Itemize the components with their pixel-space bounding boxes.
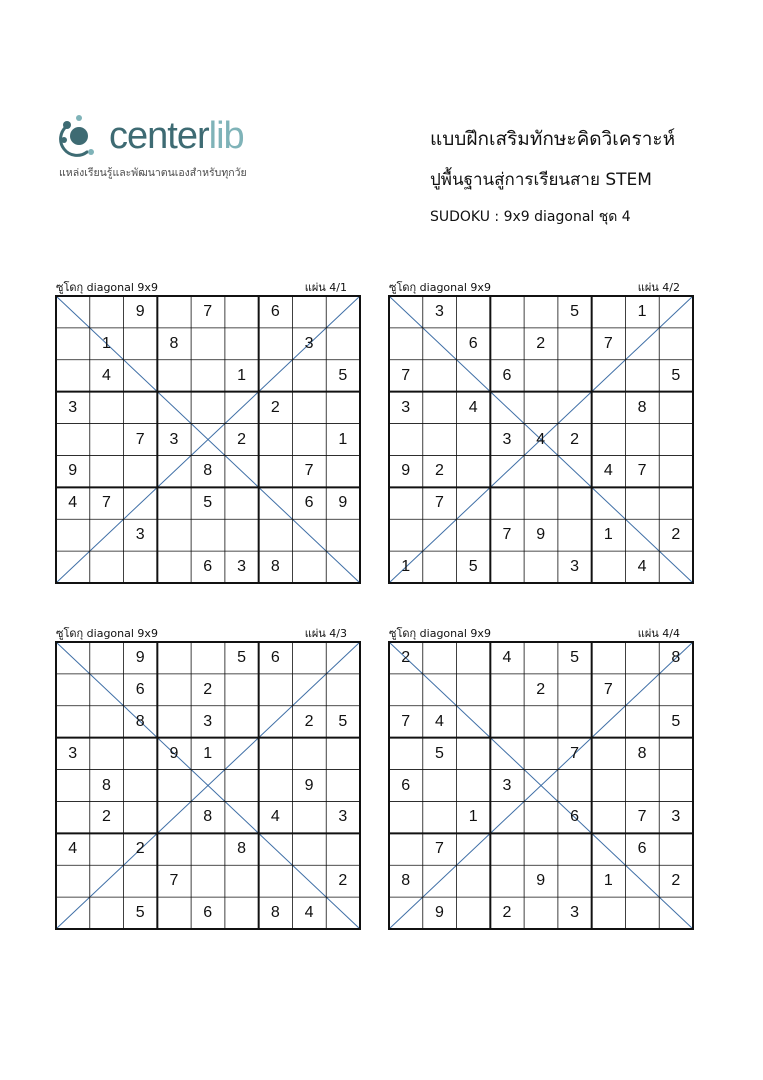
given-digit: 3: [169, 430, 179, 448]
sudoku-grid: [55, 641, 361, 930]
given-digit: 2: [671, 872, 681, 890]
given-digit: 5: [338, 712, 348, 730]
given-digit: 4: [536, 430, 546, 448]
given-digit: 6: [304, 494, 314, 512]
given-digit: 2: [536, 680, 546, 698]
given-digit: 7: [101, 494, 111, 512]
given-digit: 6: [502, 366, 512, 384]
given-digit: 7: [401, 712, 411, 730]
given-digit: 2: [101, 808, 111, 826]
given-digit: 8: [135, 712, 145, 730]
puzzle-sheet-number: แผ่น 4/1: [304, 281, 347, 294]
given-digit: 2: [671, 526, 681, 544]
given-digit: 3: [502, 430, 512, 448]
logo-tagline: แหล่งเรียนรู้และพัฒนาตนเองสำหรับทุกวัย: [59, 167, 247, 179]
given-digit: 3: [203, 712, 213, 730]
given-digit: 2: [570, 430, 579, 448]
logo-wordmark: centerlib: [109, 115, 244, 157]
sudoku-puzzle-4-3: [55, 627, 361, 930]
given-digit: 6: [203, 904, 213, 922]
given-digit: 6: [135, 680, 145, 698]
puzzle-sheet-number: แผ่น 4/2: [637, 281, 680, 294]
given-digit: 3: [68, 398, 78, 416]
given-digit: 8: [671, 649, 681, 666]
given-digit: 9: [401, 462, 411, 480]
given-digit: 2: [434, 462, 444, 480]
given-digit: 5: [570, 303, 579, 320]
given-digit: 8: [270, 558, 280, 576]
given-digit: 1: [237, 366, 246, 384]
given-digit: 6: [270, 303, 280, 320]
given-digit: 3: [135, 526, 145, 544]
given-digit: 6: [270, 649, 280, 666]
given-digit: 5: [434, 744, 444, 762]
given-digit: 2: [270, 398, 280, 416]
given-digit: 2: [338, 872, 348, 890]
puzzle-name: ซูโดกุ diagonal 9x9: [56, 281, 158, 294]
given-digit: 1: [338, 430, 348, 448]
given-digit: 7: [401, 366, 411, 384]
given-digit: 8: [203, 462, 213, 480]
puzzle-name: ซูโดกุ diagonal 9x9: [56, 627, 158, 640]
given-digit: 8: [637, 398, 647, 416]
given-digit: 4: [304, 904, 314, 922]
given-digit: 9: [304, 776, 314, 794]
sudoku-grid: [388, 641, 694, 930]
given-digit: 2: [536, 334, 546, 352]
given-digit: 5: [338, 366, 348, 384]
given-digit: 3: [401, 398, 411, 416]
given-digit: 7: [434, 494, 444, 512]
given-digit: 4: [270, 808, 280, 826]
given-digit: 5: [570, 649, 579, 666]
given-digit: 3: [570, 558, 579, 576]
given-digit: 8: [637, 744, 647, 762]
given-digit: 9: [434, 904, 444, 922]
given-digit: 7: [603, 680, 613, 698]
given-digit: 9: [68, 462, 78, 480]
given-digit: 3: [237, 558, 246, 576]
given-digit: 6: [203, 558, 213, 576]
sudoku-puzzle-4-4: [388, 627, 694, 930]
sudoku-puzzle-4-1: [55, 281, 361, 584]
given-digit: 7: [603, 334, 613, 352]
given-digit: 6: [570, 808, 579, 826]
given-digit: 5: [237, 649, 246, 666]
given-digit: 7: [637, 462, 647, 480]
given-digit: 9: [135, 303, 145, 320]
given-digit: 7: [637, 808, 647, 826]
given-digit: 2: [203, 680, 213, 698]
given-digit: 4: [101, 366, 111, 384]
given-digit: 4: [68, 840, 78, 858]
given-digit: 8: [270, 904, 280, 922]
given-digit: 7: [304, 462, 314, 480]
given-digit: 2: [502, 904, 512, 922]
centerlib-logo: [57, 112, 297, 182]
given-digit: 3: [68, 744, 78, 762]
given-digit: 7: [169, 872, 179, 890]
given-digit: 8: [401, 872, 411, 890]
given-digit: 4: [434, 712, 444, 730]
given-digit: 9: [536, 526, 546, 544]
given-digit: 9: [169, 744, 179, 762]
given-digit: 3: [502, 776, 512, 794]
given-digit: 5: [468, 558, 478, 576]
given-digit: 2: [401, 649, 411, 666]
given-digit: 7: [434, 840, 444, 858]
given-digit: 4: [468, 398, 478, 416]
given-digit: 5: [671, 366, 681, 384]
given-digit: 5: [135, 904, 145, 922]
given-digit: 4: [502, 649, 512, 666]
given-digit: 4: [68, 494, 78, 512]
given-digit: 8: [101, 776, 111, 794]
given-digit: 7: [570, 744, 579, 762]
given-digit: 5: [671, 712, 681, 730]
given-digit: 6: [401, 776, 411, 794]
given-digit: 2: [135, 840, 145, 858]
given-digit: 8: [237, 840, 246, 858]
given-digit: 9: [338, 494, 348, 512]
given-digit: 1: [203, 744, 213, 762]
given-digit: 2: [237, 430, 246, 448]
given-digit: 8: [203, 808, 213, 826]
puzzle-sheet-number: แผ่น 4/3: [304, 627, 347, 640]
given-digit: 3: [570, 904, 579, 922]
given-digit: 1: [468, 808, 478, 826]
given-digit: 5: [203, 494, 213, 512]
puzzle-sheet-number: แผ่น 4/4: [637, 627, 680, 640]
given-digit: 7: [502, 526, 512, 544]
logo-molecule-icon: [57, 112, 105, 160]
given-digit: 7: [203, 303, 213, 320]
given-digit: 3: [434, 303, 444, 320]
sudoku-puzzle-4-2: [388, 281, 694, 584]
given-digit: 4: [603, 462, 613, 480]
given-digit: 1: [401, 558, 411, 576]
given-digit: 6: [468, 334, 478, 352]
given-digit: 1: [637, 303, 647, 320]
given-digit: 4: [637, 558, 647, 576]
puzzle-name: ซูโดกุ diagonal 9x9: [389, 281, 491, 294]
given-digit: 3: [304, 334, 314, 352]
given-digit: 6: [637, 840, 647, 858]
given-digit: 1: [603, 526, 613, 544]
sudoku-grid: [55, 295, 361, 584]
worksheet-set-label: SUDOKU : 9x9 diagonal ชุด 4: [430, 209, 631, 225]
given-digit: 8: [169, 334, 179, 352]
sudoku-grid: [388, 295, 694, 584]
given-digit: 7: [135, 430, 145, 448]
worksheet-subtitle: ปูพื้นฐานสู่การเรียนสาย STEM: [430, 170, 652, 190]
given-digit: 1: [603, 872, 613, 890]
worksheet-title: แบบฝึกเสริมทักษะคิดวิเคราะห์: [430, 128, 676, 150]
given-digit: 9: [135, 649, 145, 666]
puzzle-name: ซูโดกุ diagonal 9x9: [389, 627, 491, 640]
given-digit: 3: [338, 808, 348, 826]
given-digit: 2: [304, 712, 314, 730]
given-digit: 1: [101, 334, 111, 352]
given-digit: 3: [671, 808, 681, 826]
given-digit: 9: [536, 872, 546, 890]
